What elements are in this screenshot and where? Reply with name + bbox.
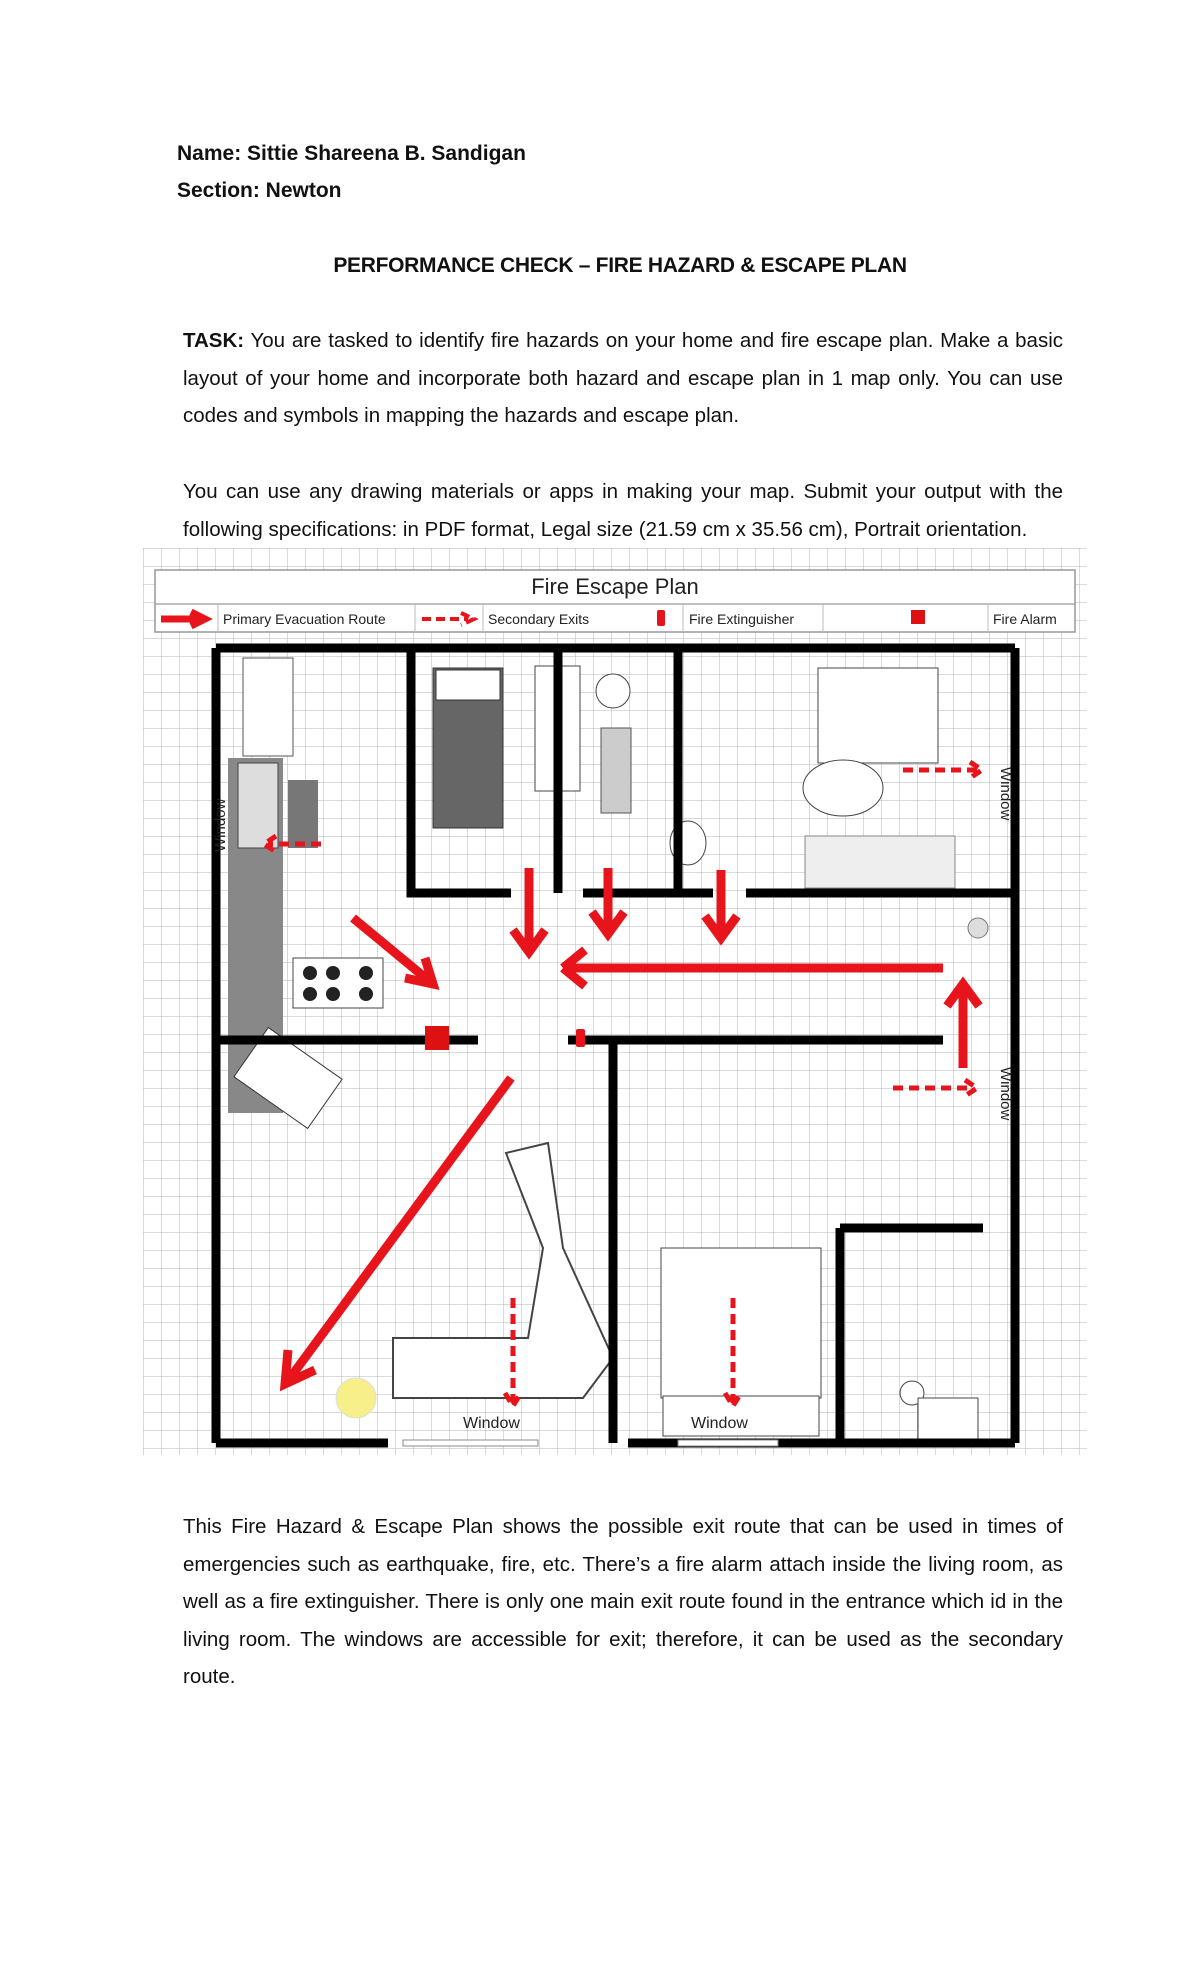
stove	[293, 958, 383, 1008]
window-room4-frame	[678, 1440, 778, 1446]
window-label-room4: Window	[691, 1415, 748, 1432]
legend-alarm-label: Fire Alarm	[993, 611, 1057, 627]
floor-plan	[143, 548, 1087, 1455]
fire-extinguisher-icon	[576, 1029, 585, 1047]
window-label-hall: Window	[997, 1067, 1014, 1121]
fire-escape-plan-image	[143, 548, 1087, 1455]
kitchen-sink	[238, 763, 278, 848]
window-label-room3: Window	[997, 767, 1014, 821]
shower	[918, 1398, 978, 1443]
window-label-kitchen: Window	[212, 798, 229, 852]
legend-primary-label: Primary Evacuation Route	[223, 611, 386, 627]
alarm-legend-icon	[911, 610, 925, 624]
specs-paragraph: You can use any drawing materials or apps in making your map. Submit your output with the following specifications: in PDF format, Legal size (21.59 cm x 35.56 cm), Portrait orientation.	[183, 480, 1063, 541]
plan-title: Fire Escape Plan	[531, 574, 699, 599]
dresser	[805, 836, 955, 888]
bed-room4	[661, 1248, 821, 1398]
document-title: PERFORMANCE CHECK – FIRE HAZARD & ESCAPE PLAN	[333, 254, 907, 277]
summary-paragraph: This Fire Hazard & Escape Plan shows the possible exit route that can be used in times of emergencies such as earthquake, fire, etc. There’s a fire alarm attach inside the living room, as well as a fire extinguisher. There is only one main exit route found in the entrance which id in the living room. The windows are accessible for exit; therefore, it can be used as the secondary route.	[183, 1515, 1063, 1688]
task-text: You are tasked to identify fire hazards on your home and fire escape plan. Make a basic layout of your home and incorporate both hazard and escape plan in 1 map only. You can use codes and symbols in mapping the hazards and escape plan.	[183, 329, 1063, 427]
student-section: Section: Newton	[177, 179, 342, 202]
task-paragraph	[183, 322, 1063, 435]
bunk-bed	[818, 668, 938, 763]
window-living-frame	[403, 1440, 538, 1446]
student-name: Name: Sittie Shareena B. Sandigan	[177, 142, 526, 165]
task-label: TASK:	[183, 329, 245, 352]
fire-alarm-icon	[425, 1026, 449, 1050]
kitchen-rug	[288, 780, 318, 848]
plant-living	[336, 1378, 376, 1418]
plant-hall	[968, 918, 988, 938]
rug-room3	[803, 760, 883, 816]
washbasin	[596, 674, 630, 708]
legend-extinguisher-label: Fire Extinguisher	[689, 611, 795, 627]
window-label-living: Window	[463, 1415, 520, 1432]
bath-mat	[601, 728, 631, 813]
legend-secondary-label: Secondary Exits	[488, 611, 590, 627]
refrigerator	[243, 658, 293, 756]
extinguisher-legend-icon	[657, 610, 665, 626]
